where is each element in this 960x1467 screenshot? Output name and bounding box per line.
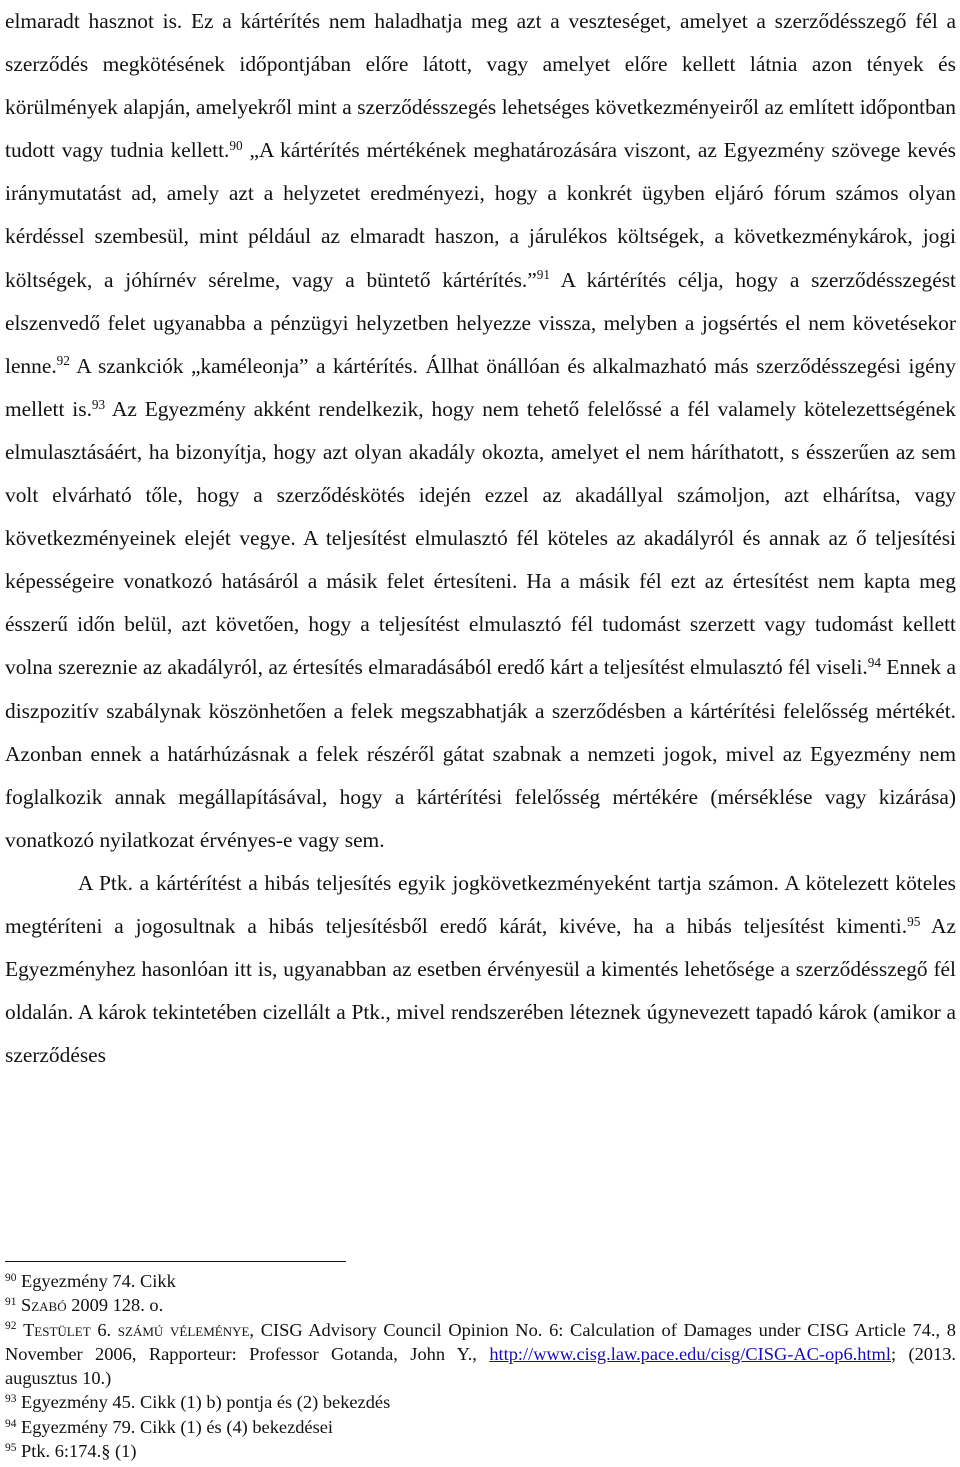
quote-sentence: „A kártérítés mértékének meghatározására viszont, az Egyezmény szövege kevés iránymutatást ad, amely azt a helyzetet eredményezi, hogy a konkrét ügyben eljáró fórum számos olyan kérdéssel szembesül, mint például az elmaradt haszon, a járulékos költségek, a következménykárok, jogi költségek, a jóhírnév sérelme, vagy a büntető kártérítés.” (5, 138, 956, 292)
footnote-number: 92 (5, 1320, 17, 1333)
footnote-link[interactable]: http://www.cisg.law.pace.edu/cisg/CISG-AC-op6.html (489, 1343, 891, 1364)
document-page (5, 0, 956, 1462)
footnote-text: Egyezmény 74. Cikk (21, 1271, 176, 1291)
sentence: A Ptk. a kártérítést a hibás teljesítés egyik jogkövetkezményeként tartja számon. A kötelezett köteles megtéríteni a jogosultnak a hibás teljesítésből eredő kárát, kivéve, ha a hibás teljesítést kimenti. (5, 870, 956, 938)
footnote-93 (5, 1390, 956, 1414)
footnotes (5, 1269, 956, 1463)
footnote-ref-94[interactable]: 94 (867, 655, 881, 671)
footnote-text: Ptk. 6:174.§ (1) (21, 1441, 137, 1462)
footnote-94 (5, 1415, 956, 1439)
sentence: Az Egyezmény akként rendelkezik, hogy nem tehető felelőssé a fél valamely kötelezettségének elmulasztásáért, ha bizonyítja, hogy azt olyan akadály okozta, amelyet el nem háríthatott, s ésszerűen az sem volt elvárható tőle, hogy a szerződéskötés idején ezzel az akadállyal számoljon, azt elhárítsa, vagy következményeinek elejét vegye. A teljesítést elmulasztó fél köteles az akadályról és annak az ő teljesítési képességeire vonatkozó hatásáról a másik felet értesíteni. Ha a másik fél ezt az értesítést nem kapta meg ésszerű időn belül, azt követően, hogy a teljesítést elmulasztó fél tudomást szerzett vagy tudomást kellett volna szereznie az akadályról, az értesítés elmaradásából eredő kárt a teljesítést elmulasztó fél viseli. (5, 396, 956, 680)
sentence: A kártérítés célja, hogy a szerződésszegést elszenvedő felet ugyanabba a pénzügyi helyzetben helyezze vissza, melyben a jogsértés el nem követésekor lenne. (5, 267, 956, 378)
footnote-text: Egyezmény 79. Cikk (1) és (4) bekezdései (21, 1416, 334, 1437)
footnote-author: Szabó (21, 1295, 67, 1316)
paragraph-1 (5, 0, 956, 862)
footnote-text: , CISG Advisory Council Opinion No. 6: Calculation of Damages under CISG Article 74., 8 November 2006, Rapporteur: Professor Gotanda, John Y., (5, 1319, 956, 1364)
sentence: elmaradt hasznot is. Ez a kártérítés nem haladhatja meg azt a veszteséget, amelyet a szerződésszegő fél a szerződés megkötésének időpontjában előre látott, vagy amelyet előre kellett látnia azon tények és körülmények alapján, amelyekről mint a szerződésszegés lehetséges következményeiről az említett időpontban tudott vagy tudnia kellett. (5, 9, 956, 163)
footnote-author: Testület 6. számú véleménye (23, 1319, 250, 1340)
paragraph-2 (5, 862, 956, 1077)
sentence: Az Egyezményhez hasonlóan itt is, ugyanabban az esetben érvényesül a kimentés lehetősége a szerződésszegő fél oldalán. A károk tekintetében cizellált a Ptk., mivel rendszerében léteznek úgynevezett tapadó károk (amikor a szerződéses (5, 913, 956, 1068)
sentence: Ennek a diszpozitív szabálynak köszönhetően a felek megszabhatják a szerződésben a kártérítési felelősség mértékét. Azonban ennek a határhúzásnak a felek részéről gátat szabnak a nemzeti jogok, mivel az Egyezmény nem foglalkozik annak megállapításával, hogy a kártérítési felelősség mértékére (mérséklése vagy kizárása) vonatkozó nyilatkozat érvényes-e vagy sem. (5, 655, 956, 852)
footnote-ref-91[interactable]: 91 (536, 267, 551, 283)
footnote-number: 95 (5, 1441, 17, 1454)
footnote-ref-93[interactable]: 93 (91, 396, 106, 412)
footnote-ref-92[interactable]: 92 (56, 353, 70, 369)
footnote-91 (5, 1293, 956, 1317)
footnote-90 (5, 1269, 956, 1293)
footnote-text: Egyezmény 45. Cikk (1) b) pontja és (2) bekezdés (21, 1392, 391, 1413)
footnote-number: 94 (5, 1417, 17, 1430)
footnote-text: ; (2013. augusztus 10.) (5, 1343, 956, 1389)
footnote-92 (5, 1318, 956, 1391)
body-text (5, 0, 956, 1077)
footnote-separator (5, 1261, 346, 1262)
footnote-95 (5, 1439, 956, 1463)
sentence: A szankciók „kaméleonja” a kártérítés. Állhat önállóan és alkalmazható más szerződésszegési igény mellett is. (5, 353, 956, 421)
footnote-ref-95[interactable]: 95 (907, 913, 921, 929)
footnote-number: 93 (5, 1393, 17, 1406)
footnote-ref-90[interactable]: 90 (229, 137, 243, 153)
footnote-number: 91 (5, 1296, 17, 1309)
footnote-text: 2009 128. o. (71, 1295, 164, 1316)
footnote-number: 90 (5, 1271, 17, 1284)
